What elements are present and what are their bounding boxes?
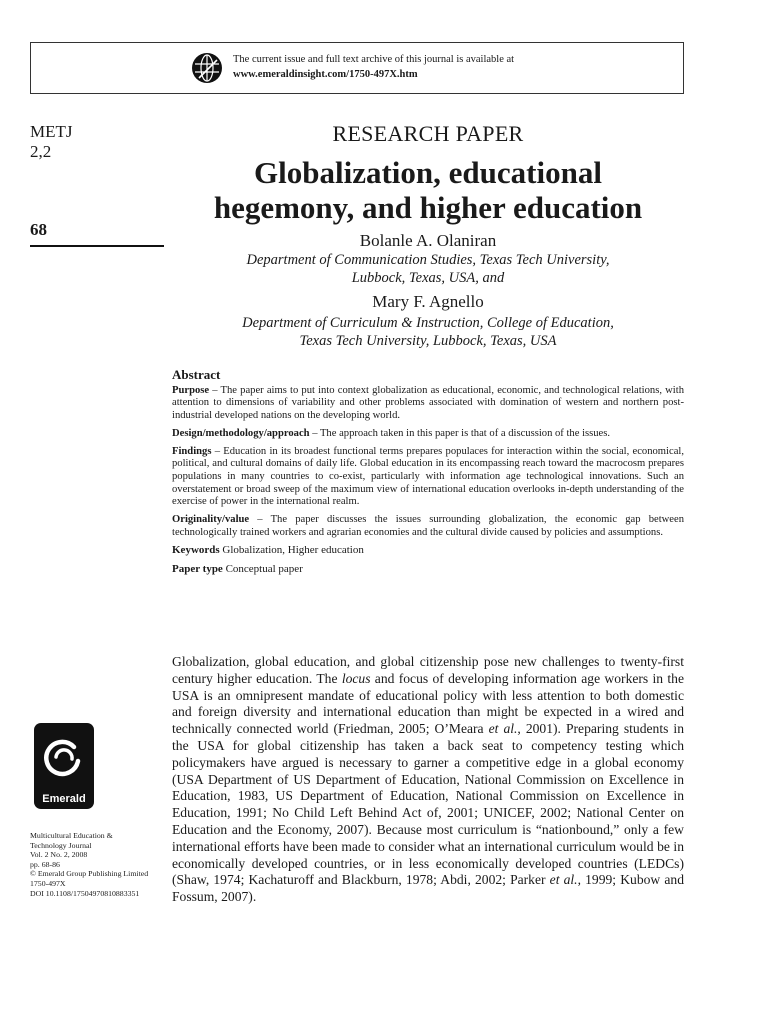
paper-title xyxy=(172,155,684,225)
keywords-text: Globalization, Higher education xyxy=(219,544,364,557)
journal-code xyxy=(30,122,73,162)
abstract-label: Originality/value xyxy=(172,514,250,526)
abstract-heading: Abstract xyxy=(172,367,221,382)
abstract-originality xyxy=(172,514,684,539)
volume-issue: 2,2 xyxy=(30,142,52,161)
emerald-logo-icon xyxy=(34,723,94,809)
meta-line: © Emerald Group Publishing Limited xyxy=(30,869,149,879)
abstract-purpose xyxy=(172,385,684,423)
author-name: Mary F. Agnello xyxy=(372,292,484,311)
affiliation-line: Department of Curriculum & Instruction, College of Education, xyxy=(242,315,614,331)
abstract-text: – Education in its broadest functional terms prepares populaces for interaction within the social, economical, political, and cultural domains of daily life. Global education in its encompassing reach toward the macrocosm prepares populations in many countries to co-exist, particularly with information age technological innovations. Such an overstatement or broad sweep of the maximum view of international education overlooks in-depth understanding of the exercise of power in the international realm. xyxy=(172,445,684,508)
affiliation-line: Department of Communication Studies, Texas Tech University, xyxy=(246,252,610,268)
journal-citation-info xyxy=(30,831,170,898)
body-paragraph xyxy=(172,654,684,906)
body-text: Globalization, global education, and global citizenship pose new challenges to twenty-first century higher education. The xyxy=(172,654,684,686)
paper-type-heading: RESEARCH PAPER xyxy=(332,121,524,146)
meta-line: DOI 10.1108/17504970810883351 xyxy=(30,888,140,898)
meta-line: Technology Journal xyxy=(30,840,92,850)
archive-notice-text: The current issue and full text archive of this journal is available at xyxy=(233,54,515,65)
archive-url-link[interactable]: www.emeraldinsight.com/1750-497X.htm xyxy=(233,69,418,80)
affiliation-line: Texas Tech University, Lubbock, Texas, USA xyxy=(299,333,557,349)
paper-type xyxy=(172,563,684,576)
author-name: Bolanle A. Olaniran xyxy=(359,231,497,250)
meta-line: 1750-497X xyxy=(30,878,66,888)
abstract-label: Design/methodology/approach xyxy=(172,427,310,439)
title-line: Globalization, educational xyxy=(254,155,602,190)
abstract-text: – The approach taken in this paper is that of a discussion of the issues. xyxy=(309,427,611,439)
body-text: and focus of developing information age workers in the USA is an omnipresent mandate of educational policy with less attention to both domestic and foreign diversity and international education than might be expected in a wired and technically connected world (Friedman, 2005; O’Meara xyxy=(172,670,684,737)
abstract-text: – The paper discusses the issues surrounding globalization, the economic gap between technologically trained workers and agrarian economies and the cultural divide caused by policies and assumptions. xyxy=(172,514,684,538)
globe-icon xyxy=(191,52,223,84)
author-affiliation xyxy=(172,314,684,350)
journal-abbrev: METJ xyxy=(30,122,73,141)
body-text: , 2001). Preparing students in the USA for global citizenship has taken a back seat to competency testing which policymakers have argued is necessary to garner a competitive edge in a global economy (USA Department of US Department of Education, National Commission on Excellence in Education, 1983, US Department of Education, National Commission on Excellence in Education, 1991; No Child Left Behind Act of, 2001; UNICEF, 2002; National Center on Education and the Economy, 2007). Because most curriculum is “nationbound,” only a few international efforts have been made to consider what an international curriculum would be in economically developed countries, or in less economically developed countries (LEDCs) (Shaw, 1974; Kachaturoff and Blackburn, 1978; Abdi, 2002; Parker xyxy=(172,721,684,888)
abstract-section xyxy=(172,369,684,582)
keywords xyxy=(172,544,684,557)
journal-archive-notice xyxy=(30,42,684,94)
abstract-label: Findings xyxy=(172,445,212,457)
paper-type-text: Conceptual paper xyxy=(222,563,303,576)
paper-type-label: Paper type xyxy=(172,563,223,576)
meta-line: pp. 68-86 xyxy=(30,859,60,869)
body-italic: locus xyxy=(341,670,371,686)
meta-line: Vol. 2 No. 2, 2008 xyxy=(30,850,88,860)
abstract-text: – The paper aims to put into context globalization as educational, economic, and technological relations, with attention to dimensions of variability and other problems associated with domination of western and northern post-industrial developed nations on the developing world. xyxy=(172,384,684,422)
affiliation-line: Lubbock, Texas, USA, and xyxy=(351,270,505,286)
page-number: 68 xyxy=(30,220,47,239)
logo-wordmark: Emerald xyxy=(42,793,86,805)
abstract-findings xyxy=(172,446,684,510)
author-affiliation xyxy=(172,251,684,287)
abstract-design xyxy=(172,428,684,441)
keywords-label: Keywords xyxy=(172,544,220,557)
abstract-label: Purpose xyxy=(172,384,210,396)
body-text: , 1999; Kubow and Fossum, 2007). xyxy=(172,872,684,905)
body-italic: et al. xyxy=(488,721,518,737)
body-italic: et al. xyxy=(549,872,578,888)
margin-divider xyxy=(30,245,164,247)
title-line: hegemony, and higher education xyxy=(213,190,643,225)
meta-line: Multicultural Education & xyxy=(30,831,113,840)
